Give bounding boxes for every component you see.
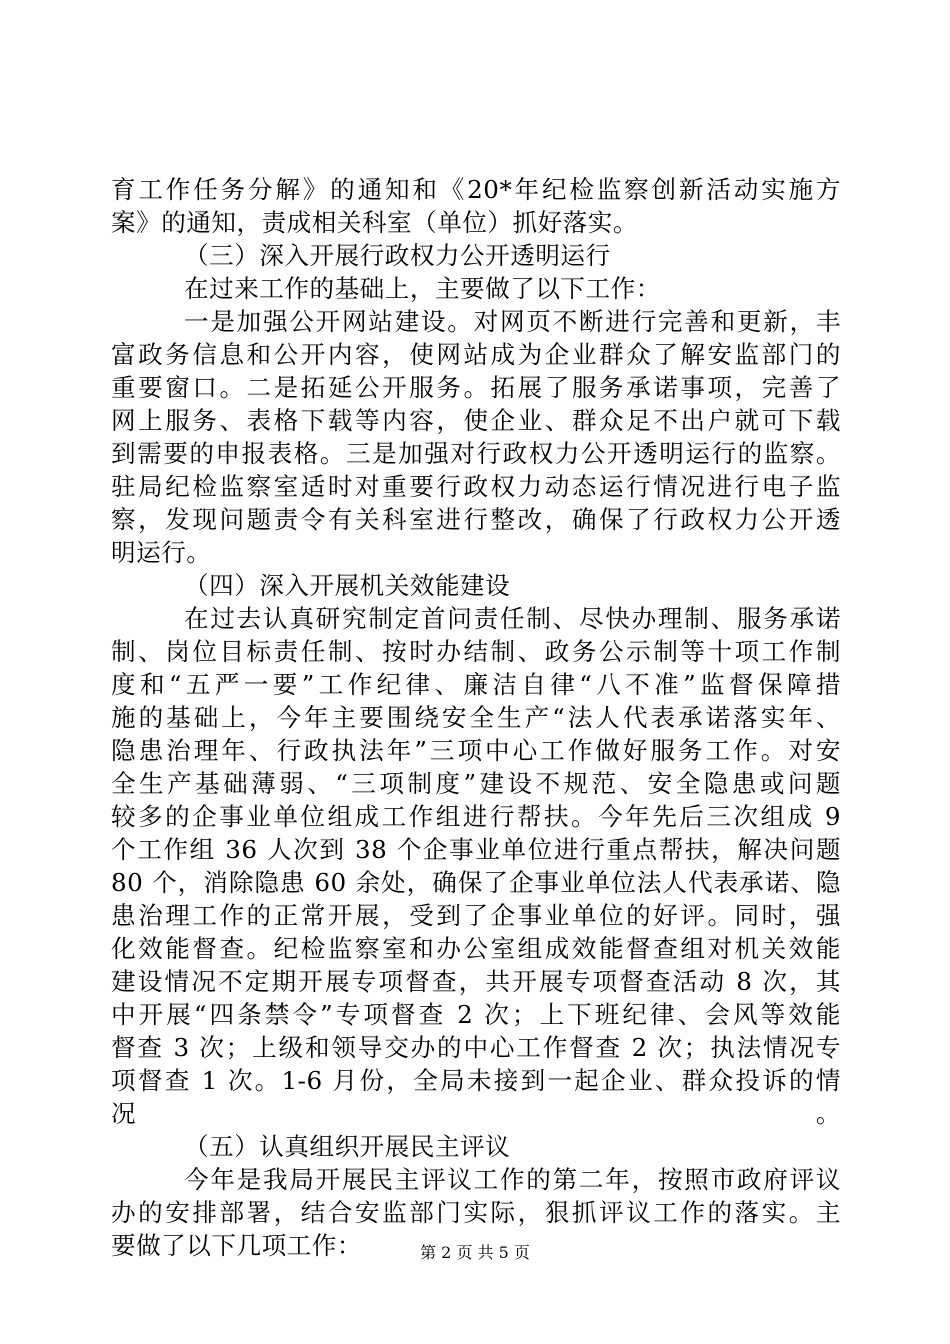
body-line: 办的安排部署，结合安监部门实际，狠抓评议工作的落实。主 [111, 1198, 841, 1227]
body-line: 明运行。 [111, 538, 212, 567]
body-line: 案》的通知，责成相关科室（单位）抓好落实。 [111, 208, 638, 237]
body-line: 建设情况不定期开展专项督查，共开展专项督查活动 8 次，其 [111, 967, 841, 996]
body-line: 中开展“四条禁令”专项督查 2 次；上下班纪律、会风等效能 [111, 1000, 841, 1029]
body-line: 度和“五严一要”工作纪律、廉洁自律“八不准”监督保障措 [111, 670, 841, 699]
section-heading: （五）认真组织开展民主评议 [184, 1132, 511, 1161]
body-line: 督查 3 次；上级和领导交办的中心工作督查 2 次；执法情况专 [111, 1033, 841, 1062]
paragraph-first-line: 一是加强公开网站建设。对网页不断进行完善和更新，丰 [184, 307, 841, 336]
body-line: 个工作组 36 人次到 38 个企事业单位进行重点帮扶，解决问题 [111, 835, 841, 864]
paragraph-first-line: 在过来工作的基础上，主要做了以下工作： [184, 274, 661, 303]
body-line: 网上服务、表格下载等内容，使企业、群众足不出户就可下载 [111, 406, 841, 435]
body-line: 隐患治理年、行政执法年”三项中心工作做好服务工作。对安 [111, 736, 841, 765]
body-line: 施的基础上，今年主要围绕安全生产“法人代表承诺落实年、 [111, 703, 841, 732]
body-line: 育工作任务分解》的通知和《20*年纪检监察创新活动实施方 [111, 175, 841, 204]
body-line: 80 个，消除隐患 60 余处，确保了企事业单位法人代表承诺、隐 [111, 868, 841, 897]
body-line: 富政务信息和公开内容，使网站成为企业群众了解安监部门的 [111, 340, 841, 369]
body-line: 制、岗位目标责任制、按时办结制、政务公示制等十项工作制 [111, 637, 841, 666]
section-heading: （四）深入开展机关效能建设 [184, 571, 511, 600]
body-line: 较多的企事业单位组成工作组进行帮扶。今年先后三次组成 9 [111, 802, 841, 831]
body-line: 项督查 1 次。1-6 月份，全局未接到一起企业、群众投诉的情况。 [111, 1066, 841, 1128]
body-line: 患治理工作的正常开展，受到了企事业单位的好评。同时，强 [111, 901, 841, 930]
paragraph-first-line: 今年是我局开展民主评议工作的第二年，按照市政府评议 [184, 1165, 841, 1194]
body-line: 到需要的申报表格。三是加强对行政权力公开透明运行的监察。 [111, 439, 841, 468]
section-heading: （三）深入开展行政权力公开透明运行 [184, 241, 611, 270]
body-line: 察，发现问题责令有关科室进行整改，确保了行政权力公开透 [111, 505, 841, 534]
page-footer [0, 1240, 950, 1263]
body-line: 要做了以下几项工作： [111, 1231, 362, 1260]
body-line: 全生产基础薄弱、“三项制度”建设不规范、安全隐患或问题 [111, 769, 841, 798]
body-line: 化效能督查。纪检监察室和办公室组成效能督查组对机关效能 [111, 934, 841, 963]
paragraph-first-line: 在过去认真研究制定首问责任制、尽快办理制、服务承诺 [184, 604, 841, 633]
body-line: 重要窗口。二是拓延公开服务。拓展了服务承诺事项，完善了 [111, 373, 841, 402]
document-body [111, 173, 841, 1262]
body-line: 驻局纪检监察室适时对重要行政权力动态运行情况进行电子监 [111, 472, 841, 501]
page-number: 第 2 页 共 5 页 [420, 1243, 530, 1262]
